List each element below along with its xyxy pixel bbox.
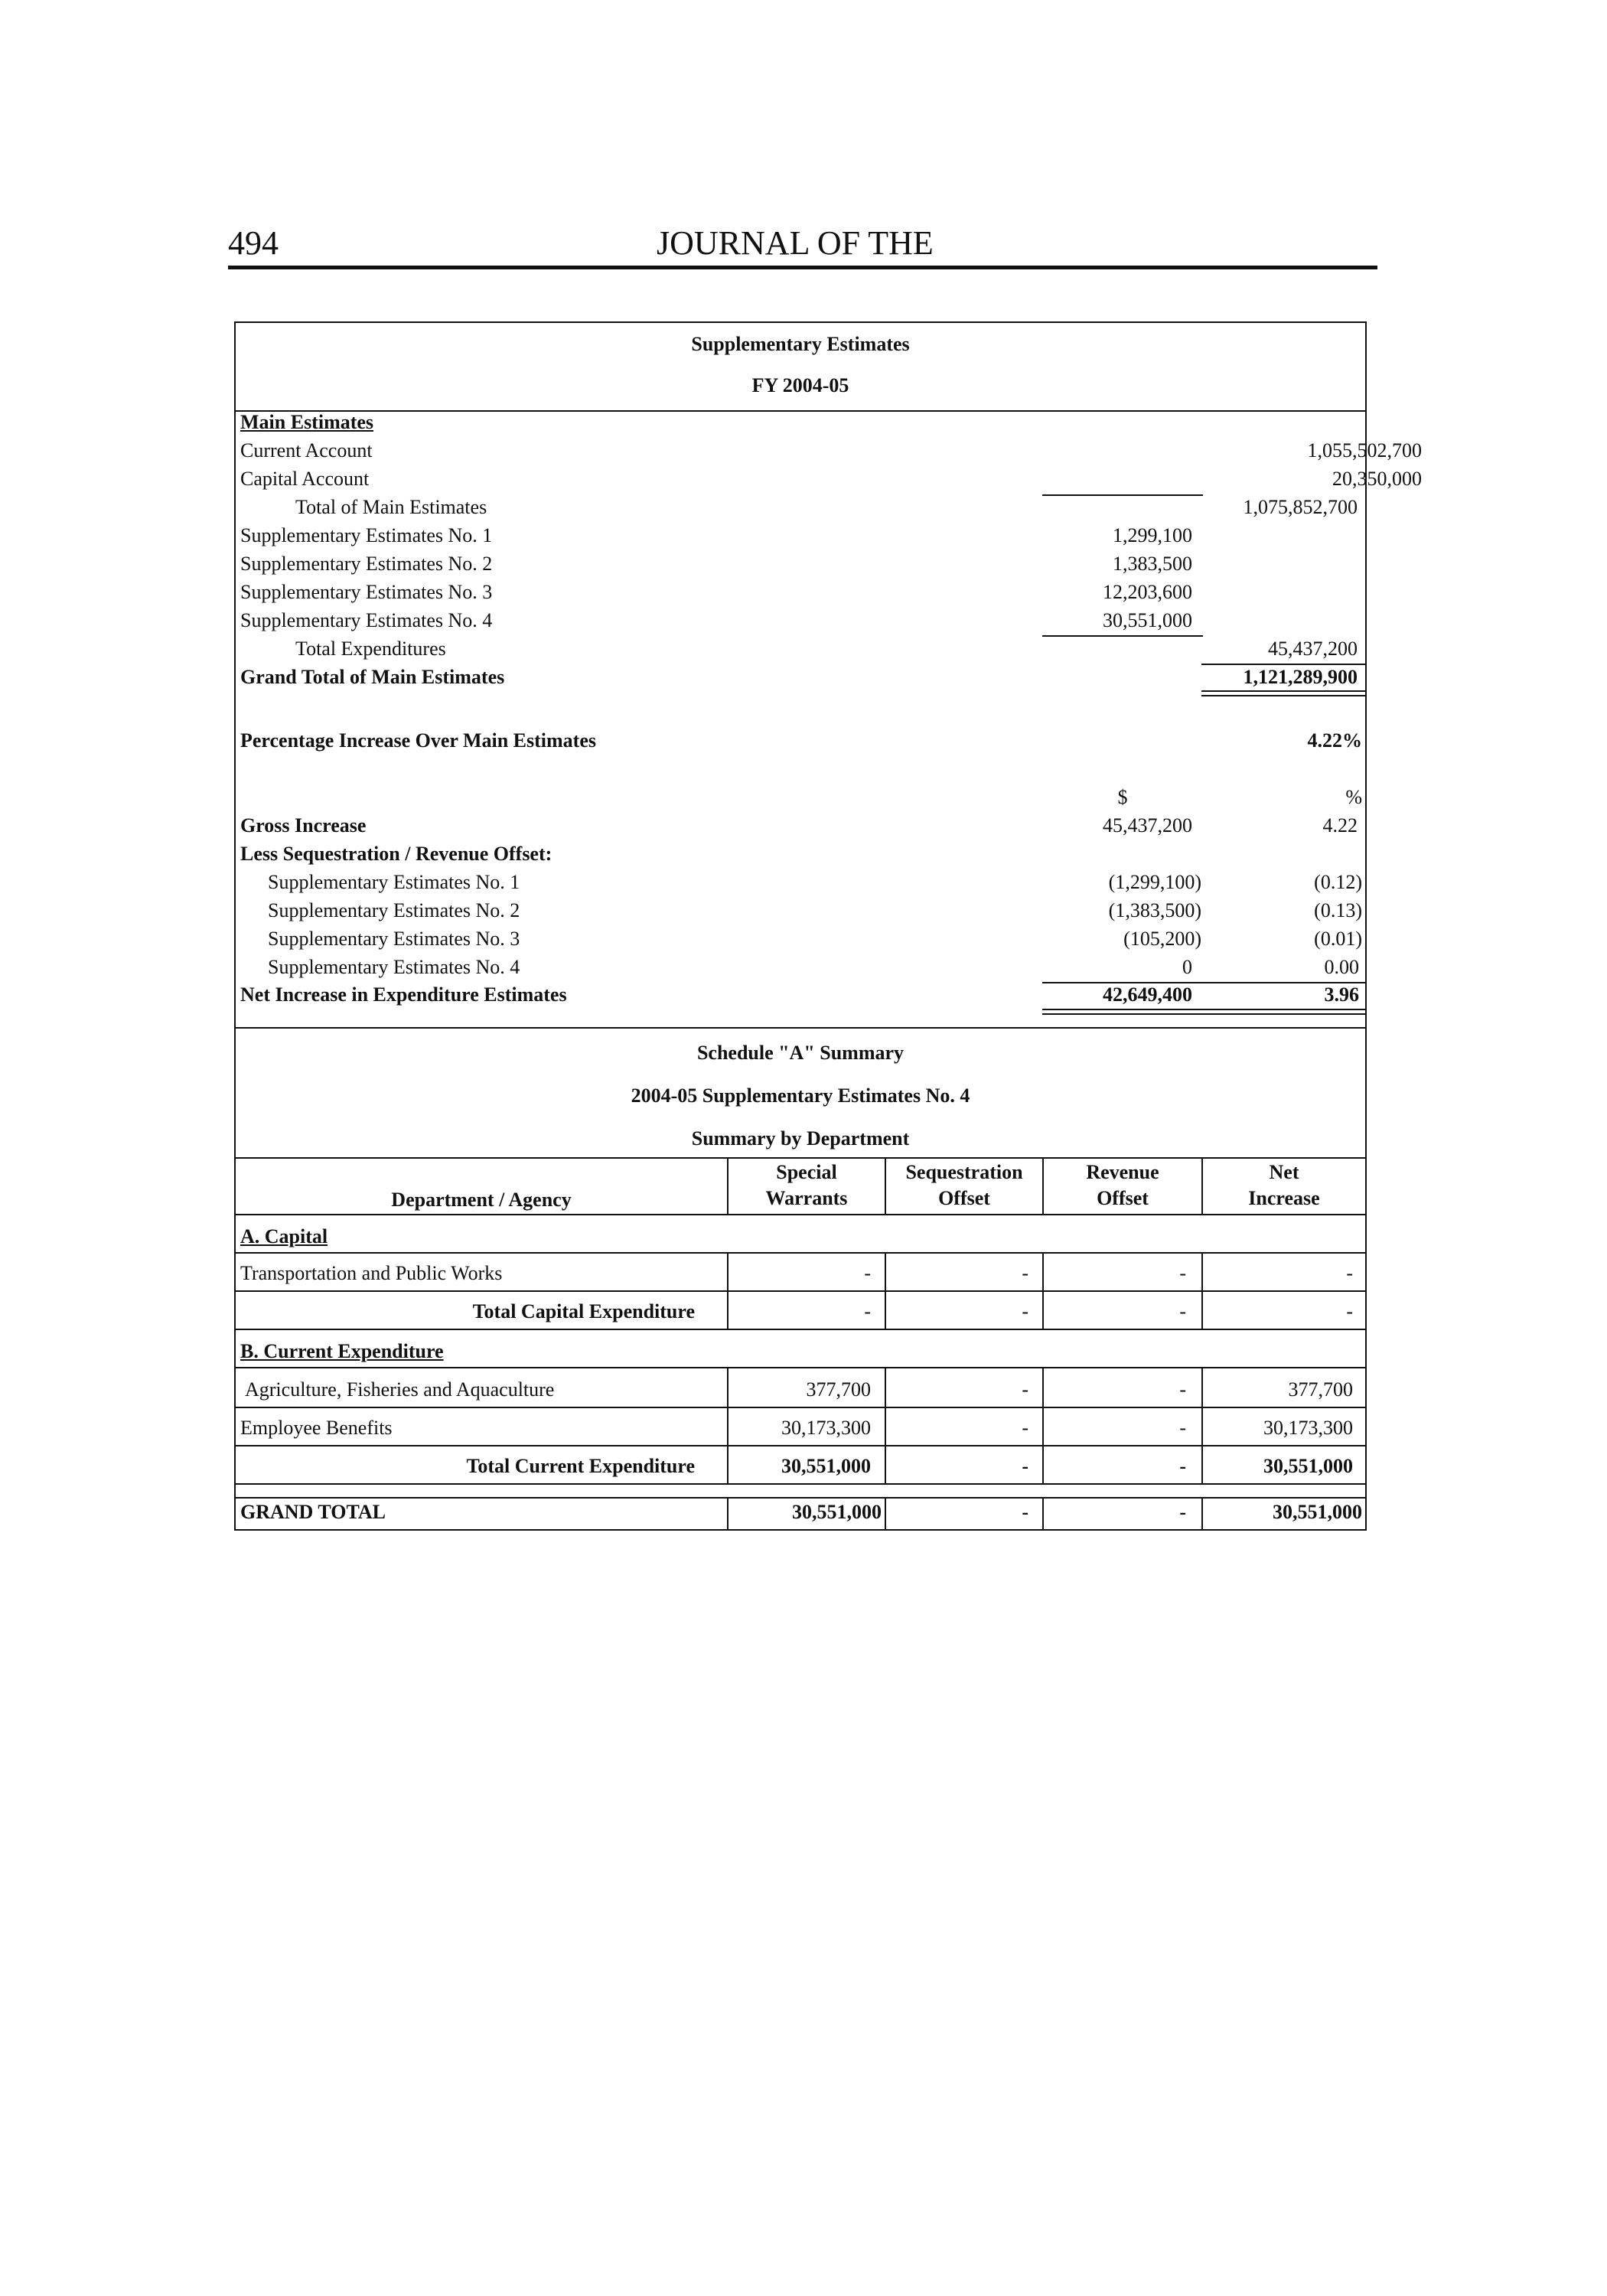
header-bottom-rule <box>236 1214 1365 1215</box>
offset-1-pct: (0.12) <box>1314 871 1362 893</box>
gross-increase-label: Gross Increase <box>240 814 367 837</box>
body-col-line-1c <box>727 1497 729 1529</box>
grand-total-special: 30,551,000 <box>792 1501 882 1523</box>
agriculture-label: Agriculture, Fisheries and Aquaculture <box>245 1378 555 1401</box>
body-col-line-2b <box>885 1367 886 1483</box>
net-increase-label: Net Increase in Expenditure Estimates <box>240 983 567 1006</box>
total-expenditures-value: 45,437,200 <box>1268 638 1358 660</box>
grand-total-rule-1 <box>1201 690 1365 692</box>
offset-3-value: (105,200) <box>1123 928 1201 950</box>
supp-2-value: 1,383,500 <box>1113 553 1192 575</box>
offset-4-pct: 0.00 <box>1324 956 1359 978</box>
gross-increase-value: 45,437,200 <box>1103 814 1192 837</box>
supp-1-label: Supplementary Estimates No. 1 <box>240 524 493 546</box>
body-col-line-2a <box>885 1252 886 1329</box>
capital-account-label: Capital Account <box>240 468 370 490</box>
supp-2-label: Supplementary Estimates No. 2 <box>240 553 493 575</box>
net-increase-value: 42,649,400 <box>1103 983 1192 1006</box>
column-header-sequestration: Sequestration <box>905 1161 1023 1183</box>
schedule-title: Schedule "A" Summary <box>696 1042 905 1064</box>
body-col-line-4b <box>1201 1367 1203 1483</box>
schedule-box <box>234 1027 1367 1531</box>
transport-seq: - <box>1022 1262 1028 1284</box>
grand-total-value: 1,121,289,900 <box>1243 666 1358 688</box>
percentage-value: 4.22% <box>1307 729 1362 752</box>
column-header-revenue: Revenue <box>1086 1161 1159 1183</box>
section-capital: A. Capital <box>240 1225 328 1247</box>
body-col-line-2c <box>885 1497 886 1529</box>
supp-3-label: Supplementary Estimates No. 3 <box>240 581 493 603</box>
total-current-seq: - <box>1022 1455 1028 1477</box>
schedule-subtitle: 2004-05 Supplementary Estimates No. 4 <box>631 1084 970 1107</box>
column-header-net: Net <box>1269 1161 1299 1183</box>
total-capital-special: - <box>864 1300 871 1322</box>
estimates-box <box>234 321 1422 1029</box>
total-capital-net: - <box>1346 1300 1353 1322</box>
schedule-header-divider <box>236 1157 1365 1159</box>
column-header-department: Department / Agency <box>391 1189 572 1211</box>
total-capital-seq: - <box>1022 1300 1028 1322</box>
percentage-label: Percentage Increase Over Main Estimates <box>240 729 596 752</box>
offset-4-value: 0 <box>1182 956 1192 978</box>
fiscal-year: FY 2004-05 <box>751 374 849 396</box>
supp-3-value: 12,203,600 <box>1103 581 1192 603</box>
gross-increase-pct: 4.22 <box>1322 814 1358 837</box>
grand-total-label: Grand Total of Main Estimates <box>240 666 505 688</box>
offset-3-pct: (0.01) <box>1314 928 1362 950</box>
transport-net: - <box>1346 1262 1353 1284</box>
body-col-line-1a <box>727 1252 729 1329</box>
section-current: B. Current Expenditure <box>240 1340 444 1362</box>
transport-label: Transportation and Public Works <box>240 1262 503 1284</box>
total-current-special: 30,551,000 <box>781 1455 871 1477</box>
supp-1-value: 1,299,100 <box>1113 524 1192 546</box>
current-account-value: 1,055,502,700 <box>1307 439 1422 461</box>
main-estimates-heading: Main Estimates <box>240 411 374 433</box>
column-header-seq-offset: Offset <box>938 1187 990 1209</box>
capital-account-value: 20,350,000 <box>1332 468 1422 490</box>
dollar-column-header: $ <box>1117 786 1128 808</box>
total-current-net: 30,551,000 <box>1263 1455 1353 1477</box>
row-rule-5 <box>236 1407 1365 1408</box>
less-offset-label: Less Sequestration / Revenue Offset: <box>240 843 553 865</box>
total-current-rev: - <box>1179 1455 1186 1477</box>
agriculture-seq: - <box>1022 1378 1028 1401</box>
body-col-line-1b <box>727 1367 729 1483</box>
body-col-line-3c <box>1042 1497 1044 1529</box>
employee-rev: - <box>1179 1417 1186 1439</box>
grand-total-rule-2 <box>1201 695 1365 696</box>
grand-total-net: 30,551,000 <box>1273 1501 1362 1523</box>
offset-1-value: (1,299,100) <box>1108 871 1201 893</box>
employee-net: 30,173,300 <box>1263 1417 1353 1439</box>
employee-seq: - <box>1022 1417 1028 1439</box>
page-number: 494 <box>228 224 279 262</box>
row-rule-8 <box>236 1497 1365 1499</box>
body-col-line-4a <box>1201 1252 1203 1329</box>
employee-label: Employee Benefits <box>240 1417 393 1439</box>
offset-2-value: (1,383,500) <box>1108 899 1201 921</box>
offset-4-label: Supplementary Estimates No. 4 <box>268 956 520 978</box>
estimates-title: Supplementary Estimates <box>691 333 910 355</box>
row-rule-3 <box>236 1329 1365 1330</box>
row-rule-7 <box>236 1483 1365 1485</box>
agriculture-net: 377,700 <box>1288 1378 1353 1401</box>
net-rule-2 <box>1042 1013 1365 1015</box>
row-rule-2 <box>236 1290 1365 1292</box>
percent-column-header: % <box>1345 786 1362 808</box>
grand-total-row-label: GRAND TOTAL <box>240 1501 386 1523</box>
agriculture-rev: - <box>1179 1378 1186 1401</box>
column-header-special: Special <box>776 1161 837 1183</box>
journal-title: JOURNAL OF THE <box>657 224 934 262</box>
grand-total-seq: - <box>1022 1501 1028 1523</box>
total-expenditures-label: Total Expenditures <box>295 638 446 660</box>
column-header-rev-offset: Offset <box>1097 1187 1149 1209</box>
row-rule-6 <box>236 1445 1365 1446</box>
row-rule-4 <box>236 1367 1365 1368</box>
row-rule-1 <box>236 1252 1365 1254</box>
net-increase-pct: 3.96 <box>1324 983 1359 1006</box>
total-capital-rev: - <box>1179 1300 1186 1322</box>
title-divider <box>236 410 1365 412</box>
offset-2-label: Supplementary Estimates No. 2 <box>268 899 520 921</box>
supp-4-label: Supplementary Estimates No. 4 <box>240 609 493 631</box>
column-header-increase: Increase <box>1248 1187 1320 1209</box>
body-col-line-3a <box>1042 1252 1044 1329</box>
column-header-warrants: Warrants <box>765 1187 848 1209</box>
total-capital-label: Total Capital Expenditure <box>472 1300 695 1322</box>
total-current-label: Total Current Expenditure <box>466 1455 695 1477</box>
transport-special: - <box>864 1262 871 1284</box>
net-rule-1 <box>1042 1009 1365 1010</box>
body-col-line-3b <box>1042 1367 1044 1483</box>
grand-total-rev: - <box>1179 1501 1186 1523</box>
summary-by-department: Summary by Department <box>691 1127 910 1150</box>
offset-2-pct: (0.13) <box>1314 899 1362 921</box>
transport-rev: - <box>1179 1262 1186 1284</box>
offset-1-label: Supplementary Estimates No. 1 <box>268 871 520 893</box>
agriculture-special: 377,700 <box>806 1378 871 1401</box>
header-rule <box>228 266 1377 269</box>
total-main-value: 1,075,852,700 <box>1243 496 1358 518</box>
body-col-line-4c <box>1201 1497 1203 1529</box>
supp-4-value: 30,551,000 <box>1103 609 1192 631</box>
total-main-label: Total of Main Estimates <box>295 496 487 518</box>
offset-3-label: Supplementary Estimates No. 3 <box>268 928 520 950</box>
current-account-label: Current Account <box>240 439 373 461</box>
employee-special: 30,173,300 <box>781 1417 871 1439</box>
